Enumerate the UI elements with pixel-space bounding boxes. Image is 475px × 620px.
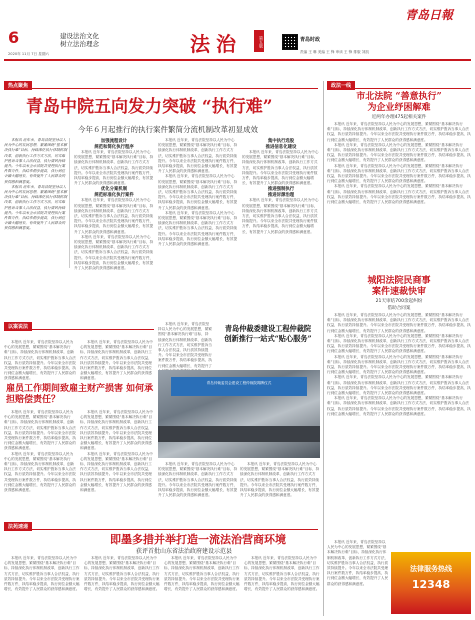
arb-column-3 — [240, 462, 320, 512]
col-head-2: 规范和简化执行程序 — [94, 145, 134, 150]
section-label-bottom: 法苑速递 — [4, 522, 32, 531]
col-head-8: 推进诉源治理 — [267, 193, 295, 199]
col-head-7: 推进强制执行 — [267, 187, 295, 193]
arbitration-box — [158, 322, 320, 512]
page-number: 6 — [8, 28, 20, 47]
right-column-3 — [327, 540, 389, 616]
arb-headline-2: 创新推行一站式“贴心服务” — [224, 334, 312, 343]
case-headline: 雇员工作期间致雇主财产损害 如何承担赔偿责任？ — [6, 384, 154, 405]
mid-headline-2: 案件速裁快审 — [371, 286, 426, 297]
section-badge: 第五版 — [254, 30, 264, 52]
bottom-headline: 即墨多措并举打造一流法治营商环境 — [110, 533, 286, 546]
section-label-case: 以案说法 — [4, 322, 32, 331]
right-headline-1: 市北法院 “善意执行” — [356, 92, 442, 102]
masthead-rule — [4, 59, 471, 61]
section-label-right: 政法一线 — [327, 81, 355, 90]
editor-line: 责编 王 琳 美编 王 锋 审读 王 锋 排版 刘凯 — [300, 50, 369, 54]
bottom-column-2 — [84, 556, 160, 616]
weekday-text: 星期六 — [38, 52, 50, 56]
lead-text: 本报讯 近年来，青岛法院坚持以人民为中心的发展思想，紧紧围绕“基本解决执行难”目标，持续深化执行体制机制改革，创新执行工作方式方法，切实维护胜诉当事人合法权益，执行质效持续提升。今年以来全市法院共受理执行案件数万件，执结率稳步提高，执行到位金额大幅增长，有效提升了人民群众的获得感和满意度。 — [4, 138, 67, 184]
bottom-text-1: 本报讯 近年来，青岛法院坚持以人民为中心的发展思想，紧紧围绕“基本解决执行难”目标，持续深化执行体制机制改革，创新执行工作方式方法，切实维护胜诉当事人合法权益，执行质效持续提升。今年以来全市法院共受理执行案件数万件，执结率稳步提高，执行到位金额大幅增长，有效提升了人民群众的获得感和满意度。 — [4, 556, 80, 592]
issue-date — [8, 52, 49, 57]
right-text-6: 本报讯 近年来，青岛法院坚持以人民为中心的发展思想，紧紧围绕“基本解决执行难”目标，持续深化执行体制机制改革，创新执行工作方式方法，切实维护胜诉当事人合法权益，执行质效持续提升。今年以来全市法院共受理执行案件数万件，执结率稳步提高，执行到位金额大幅增长，有效提升了人民群众的获得感和满意度。 — [327, 333, 471, 354]
story-text-7: 本报讯 近年来，青岛法院坚持以人民为中心的发展思想，紧紧围绕“基本解决执行难”目标，持续深化执行体制机制改革，创新执行工作方式方法，切实维护胜诉当事人合法权益，执行质效持续提升。今年以来全市法院共受理执行案件数万件，执结率稳步提高，执行到位金额大幅增长，有效提升了人民群众的获得感和满意度。 — [242, 150, 319, 186]
qr-code — [282, 34, 298, 50]
case-column-2 — [80, 340, 154, 380]
mid-headline — [327, 276, 471, 297]
lead-column — [4, 138, 70, 268]
right-subheadline: 近两年办理475起相关案件 — [371, 115, 427, 120]
right-text-10: 本报讯 近年来，青岛法院坚持以人民为中心的发展思想，紧紧围绕“基本解决执行难”目标，持续深化执行体制机制改革，创新执行工作方式方法，切实维护胜诉当事人合法权益，执行质效持续提升。今年以来全市法院共受理执行案件数万件，执结率稳步提高，执行到位金额大幅增长，有效提升了人民群众的获得感和满意度。 — [327, 540, 389, 586]
right-text-8: 本报讯 近年来，青岛法院坚持以人民为中心的发展思想，紧紧围绕“基本解决执行难”目标，持续深化执行体制机制改革，创新执行工作方式方法，切实维护胜诉当事人合法权益，执行质效持续提升。今年以来全市法院共受理执行案件数万件，执结率稳步提高，执行到位金额大幅增长，有效提升了人民群众的获得感和满意度。 — [327, 375, 471, 396]
mid-subheadline-2: 借助合同案 — [387, 306, 411, 311]
right-rule — [327, 88, 471, 89]
story-text-1: 本报讯 近年来，青岛法院坚持以人民为中心的发展思想，紧紧围绕“基本解决执行难”目标，持续深化执行体制机制改革，创新执行工作方式方法，切实维护胜诉当事人合法权益，执行质效持续提升。今年以来全市法院共受理执行案件数万件，执结率稳步提高，执行到位金额大幅增长，有效提升了人民群众的获得感和满意度。 — [74, 150, 154, 186]
story-column-2 — [158, 138, 238, 268]
right-text-4: 本报讯 近年来，青岛法院坚持以人民为中心的发展思想，紧紧围绕“基本解决执行难”目标，持续深化执行体制机制改革，创新执行工作方式方法，切实维护胜诉当事人合法权益，执行质效持续提升。今年以来全市法院共受理执行案件数万件，执结率稳步提高，执行到位金额大幅增长，有效提升了人民群众的获得感和满意度。 — [327, 184, 471, 205]
masthead — [0, 0, 475, 62]
col-head-1: 加强流程设计 — [100, 139, 128, 144]
ad-number: 12348 — [411, 578, 451, 591]
right-column-2 — [327, 313, 471, 531]
story-text-8: 本报讯 近年来，青岛法院坚持以人民为中心的发展思想，紧紧围绕“基本解决执行难”目标，持续深化执行体制机制改革，创新执行工作方式方法，切实维护胜诉当事人合法权益，执行质效持续提升。今年以来全市法院共受理执行案件数万件，执结率稳步提高，执行到位金额大幅增长，有效提升了人民群众的获得感和满意度。 — [242, 198, 319, 234]
qr-label: 青岛时政 — [300, 37, 321, 43]
case-rule — [4, 329, 154, 330]
case-text-1: 本报讯 近年来，青岛法院坚持以人民为中心的发展思想，紧紧围绕“基本解决执行难”目标，持续深化执行体制机制改革，创新执行工作方式方法，切实维护胜诉当事人合法权益，执行质效持续提升。今年以来全市法院共受理执行案件数万件，执结率稳步提高，执行到位金额大幅增长，有效提升了人民群众的获得感和满意度。 — [4, 340, 76, 381]
story-text-2: 本报讯 近年来，青岛法院坚持以人民为中心的发展思想，紧紧围绕“基本解决执行难”目标，持续深化执行体制机制改革，创新执行工作方式方法，切实维护胜诉当事人合法权益，执行质效持续提升。今年以来全市法院共受理执行案件数万件，执结率稳步提高，执行到位金额大幅增长，有效提升了人民群众的获得感和满意度。 — [74, 198, 154, 234]
bottom-column-3 — [164, 556, 240, 616]
photo-banner — [171, 377, 307, 396]
right-headline-2: 为企业纾困解难 — [367, 102, 431, 113]
bottom-subheadline: 获评首批山东省法治政府建设示范县 — [136, 548, 233, 555]
section-title: 法治 — [190, 32, 242, 56]
case-column-4 — [80, 410, 154, 512]
mid-subheadline: 21天审结700余起纠纷 — [375, 299, 423, 304]
hot-rule — [4, 88, 318, 89]
arb-column-1 — [158, 322, 212, 368]
right-text-2: 本报讯 近年来，青岛法院坚持以人民为中心的发展思想，紧紧围绕“基本解决执行难”目标，持续深化执行体制机制改革，创新执行工作方式方法，切实维护胜诉当事人合法权益，执行质效持续提升。今年以来全市法院共受理执行案件数万件，执结率稳步提高，执行到位金额大幅增长，有效提升了人民群众的获得感和满意度。 — [327, 142, 471, 163]
right-text-7: 本报讯 近年来，青岛法院坚持以人民为中心的发展思想，紧紧围绕“基本解决执行难”目标，持续深化执行体制机制改革，创新执行工作方式方法，切实维护胜诉当事人合法权益，执行质效持续提升。今年以来全市法院共受理执行案件数万件，执结率稳步提高，执行到位金额大幅增长，有效提升了人民群众的获得感和满意度。 — [327, 354, 471, 375]
section-label-hot: 热点聚焦 — [4, 81, 32, 90]
col-head-6: 推进信息化建设 — [265, 145, 297, 150]
col-head-5: 集中执行选股 — [267, 139, 295, 144]
date-text: 2020年 11月 7日 — [8, 52, 38, 56]
paper-name: 青岛日報 — [405, 8, 454, 22]
mid-headline-1: 城阳法院民商事 — [367, 276, 431, 286]
story-text-3: 本报讯 近年来，青岛法院坚持以人民为中心的发展思想，紧紧围绕“基本解决执行难”目标，持续深化执行体制机制改革，创新执行工作方式方法，切实维护胜诉当事人合法权益，执行质效持续提升。今年以来全市法院共受理执行案件数万件，执结率稳步提高，执行到位金额大幅增长，有效提升了人民群众的获得感和满意度。 — [74, 234, 154, 271]
bottom-column-1 — [4, 556, 80, 616]
bottom-rule — [4, 529, 318, 530]
arb-text-1: 本报讯 近年来，青岛法院坚持以人民为中心的发展思想，紧紧围绕“基本解决执行难”目标，持续深化执行体制机制改革，创新执行工作方式方法，切实维护胜诉当事人合法权益，执行质效持续提升。今年以来全市法院共受理执行案件数万件，执结率稳步提高，执行到位金额大幅增长，有效提升了 — [158, 322, 212, 368]
photo-table — [158, 426, 320, 442]
story-text-4: 本报讯 近年来，青岛法院坚持以人民为中心的发展思想，紧紧围绕“基本解决执行难”目标，持续深化执行体制机制改革，创新执行工作方式方法，切实维护胜诉当事人合法权益，执行质效持续提升。今年以来全市法院共受理执行案件数万件，执结率稳步提高，执行到位金额大幅增长，有效提升了人民群众的获得感和满意度。 — [158, 138, 238, 174]
main-headline: 青岛中院五向发力突破 “执行难” — [26, 97, 273, 117]
ad-title: 法律服务热线 — [410, 565, 452, 573]
case-column-1 — [4, 340, 76, 380]
hotline-ad — [391, 552, 471, 614]
case-column-3 — [4, 410, 76, 512]
story-column-1 — [74, 138, 154, 271]
col-head-3: 优化分案机制 — [100, 187, 128, 193]
case-text-6: 本报讯 近年来，青岛法院坚持以人民为中心的发展思想，紧紧围绕“基本解决执行难”目标，持续深化执行体制机制改革，创新执行工作方式方法，切实维护胜诉当事人合法权益，执行质效持续提升。今年以来全市法院共受理执行案件数万件，执结率稳步提高，执行到位金额大幅增长，有效提升了人民群众的获得感和满意度。 — [80, 451, 153, 493]
story-text-5: 本报讯 近年来，青岛法院坚持以人民为中心的发展思想，紧紧围绕“基本解决执行难”目标，持续深化执行体制机制改革，创新执行工作方式方法，切实维护胜诉当事人合法权益，执行质效持续提升。今年以来全市法院共受理执行案件数万件，执结率稳步提高，执行到位金额大幅增长，有效提升了人民群众的获得感和满意度。 — [158, 174, 238, 210]
right-column-1 — [327, 122, 471, 270]
arb-headline — [216, 324, 320, 344]
bottom-text-3: 本报讯 近年来，青岛法院坚持以人民为中心的发展思想，紧紧围绕“基本解决执行难”目标，持续深化执行体制机制改革，创新执行工作方式方法，切实维护胜诉当事人合法权益，执行质效持续提升。今年以来全市法院共受理执行案件数万件，执结率稳步提高，执行到位金额大幅增长，有效提升了人民群众的获得感和满意度。 — [164, 556, 240, 592]
bottom-column-4 — [244, 556, 320, 616]
right-text-5: 本报讯 近年来，青岛法院坚持以人民为中心的发展思想，紧紧围绕“基本解决执行难”目标，持续深化执行体制机制改革，创新执行工作方式方法，切实维护胜诉当事人合法权益，执行质效持续提升。今年以来全市法院共受理执行案件数万件，执结率稳步提高，执行到位金额大幅增长，有效提升了人民群众的获得感和满意度。 — [327, 313, 471, 333]
case-text-4: 本报讯 近年来，青岛法院坚持以人民为中心的发展思想，紧紧围绕“基本解决执行难”目标，持续深化执行体制机制改革，创新执行工作方式方法，切实维护胜诉当事人合法权益，执行质效持续提升。今年以来全市法院共受理执行案件数万件，执结率稳步提高，执行到位金额大幅增长，有效提升了人民群众的获得感和满意度。 — [4, 451, 76, 493]
arb-text-3: 本报讯 近年来，青岛法院坚持以人民为中心的发展思想，紧紧围绕“基本解决执行难”目标，持续深化执行体制机制改革，创新执行工作方式方法，切实维护胜诉当事人合法权益，执行质效持续提升。今年以来全市法院共受理执行案件数万件，执结率稳步提高，执行到位金额大幅增长，有效提升了人民群众的获得感和满意度。 — [240, 462, 320, 498]
right-text-1: 本报讯 近年来，青岛法院坚持以人民为中心的发展思想，紧紧围绕“基本解决执行难”目标，持续深化执行体制机制改革，创新执行工作方式方法，切实维护胜诉当事人合法权益，执行质效持续提升。今年以来全市法院共受理执行案件数万件，执结率稳步提高，执行到位金额大幅增长，有效提升了人民群众的获得感和满意度。 — [327, 122, 471, 142]
right-headline — [327, 92, 471, 113]
lead-text-2: 本报讯 近年来，青岛法院坚持以人民为中心的发展思想，紧紧围绕“基本解决执行难”目标，持续深化执行体制机制改革，创新执行工作方式方法，切实维护胜诉当事人合法权益，执行质效持续提升。今年以来全市法院共受理执行案件数万件，执结率稳步提高，执行到位金额大幅增长，有效提升了人民群众的获得感和满意度。 — [4, 184, 67, 231]
right-text-3: 本报讯 近年来，青岛法院坚持以人民为中心的发展思想，紧紧围绕“基本解决执行难”目标，持续深化执行体制机制改革，创新执行工作方式方法，切实维护胜诉当事人合法权益，执行质效持续提升。今年以来全市法院共受理执行案件数万件，执结率稳步提高，执行到位金额大幅增长，有效提升了人民群众的获得感和满意度。 — [327, 163, 471, 184]
col-head-4: 规范标准化执行案件 — [94, 193, 134, 199]
main-subheadline: 今年６月起推行的执行案件繁简分流机制改革初显成效 — [78, 125, 258, 134]
arbitration-photo — [158, 370, 320, 458]
bottom-text-2: 本报讯 近年来，青岛法院坚持以人民为中心的发展思想，紧紧围绕“基本解决执行难”目标，持续深化执行体制机制改革，创新执行工作方式方法，切实维护胜诉当事人合法权益，执行质效持续提升。今年以来全市法院共受理执行案件数万件，执结率稳步提高，执行到位金额大幅增长，有效提升了人民群众的获得感和满意度。 — [84, 556, 160, 592]
case-text-2: 本报讯 近年来，青岛法院坚持以人民为中心的发展思想，紧紧围绕“基本解决执行难”目标，持续深化执行体制机制改革，创新执行工作方式方法，切实维护胜诉当事人合法权益，执行质效持续提升。今年以来全市法院共受理执行案件数万件，执结率稳步提高，执行到位金额大幅增长，有效提升了人民群众的获得感和满意度。 — [80, 340, 153, 381]
photo-banner-text: 青岛仲裁委员会建设工程仲裁院揭牌仪式 — [206, 381, 272, 386]
arb-column-2 — [158, 462, 238, 512]
bottom-text-4: 本报讯 近年来，青岛法院坚持以人民为中心的发展思想，紧紧围绕“基本解决执行难”目标，持续深化执行体制机制改革，创新执行工作方式方法，切实维护胜诉当事人合法权益，执行质效持续提升。今年以来全市法院共受理执行案件数万件，执结率稳步提高，执行到位金额大幅增长，有效提升了人民群众的获得感和满意度。 — [244, 556, 320, 592]
story-column-3 — [242, 138, 320, 268]
slogan — [60, 32, 99, 48]
column-divider — [323, 81, 324, 616]
case-text-3: 本报讯 近年来，青岛法院坚持以人民为中心的发展思想，紧紧围绕“基本解决执行难”目标，持续深化执行体制机制改革，创新执行工作方式方法，切实维护胜诉当事人合法权益，执行质效持续提升。今年以来全市法院共受理执行案件数万件，执结率稳步提高，执行到位金额大幅增长，有效提升了人民群众的获得感和满意度。 — [4, 410, 76, 451]
right-text-9: 本报讯 近年来，青岛法院坚持以人民为中心的发展思想，紧紧围绕“基本解决执行难”目标，持续深化执行体制机制改革，创新执行工作方式方法，切实维护胜诉当事人合法权益，执行质效持续提升。今年以来全市法院共受理执行案件数万件，执结率稳步提高，执行到位金额大幅增长，有效提升了人民群众的获得感和满意度。 — [327, 396, 471, 416]
slogan-line-1: 建设法治文化 — [60, 32, 99, 40]
case-text-5: 本报讯 近年来，青岛法院坚持以人民为中心的发展思想，紧紧围绕“基本解决执行难”目标，持续深化执行体制机制改革，创新执行工作方式方法，切实维护胜诉当事人合法权益，执行质效持续提升。今年以来全市法院共受理执行案件数万件，执结率稳步提高，执行到位金额大幅增长，有效提升了人民群众的获得感和满意度。 — [80, 410, 153, 451]
story-text-6: 本报讯 近年来，青岛法院坚持以人民为中心的发展思想，紧紧围绕“基本解决执行难”目标，持续深化执行体制机制改革，创新执行工作方式方法，切实维护胜诉当事人合法权益，执行质效持续提升。今年以来全市法院共受理执行案件数万件，执结率稳步提高，执行到位金额大幅增长，有效提升了人民群众的获得感和满意度。 — [158, 210, 238, 247]
arb-headline-1: 青岛仲裁委建设工程仲裁院 — [224, 324, 312, 333]
arb-text-2: 本报讯 近年来，青岛法院坚持以人民为中心的发展思想，紧紧围绕“基本解决执行难”目标，持续深化执行体制机制改革，创新执行工作方式方法，切实维护胜诉当事人合法权益，执行质效持续提升。今年以来全市法院共受理执行案件数万件，执结率稳步提高，执行到位金额大幅增长，有效提升了人民群众的获得感和满意度。 — [158, 462, 238, 498]
slogan-line-2: 树立法治理念 — [60, 40, 99, 48]
